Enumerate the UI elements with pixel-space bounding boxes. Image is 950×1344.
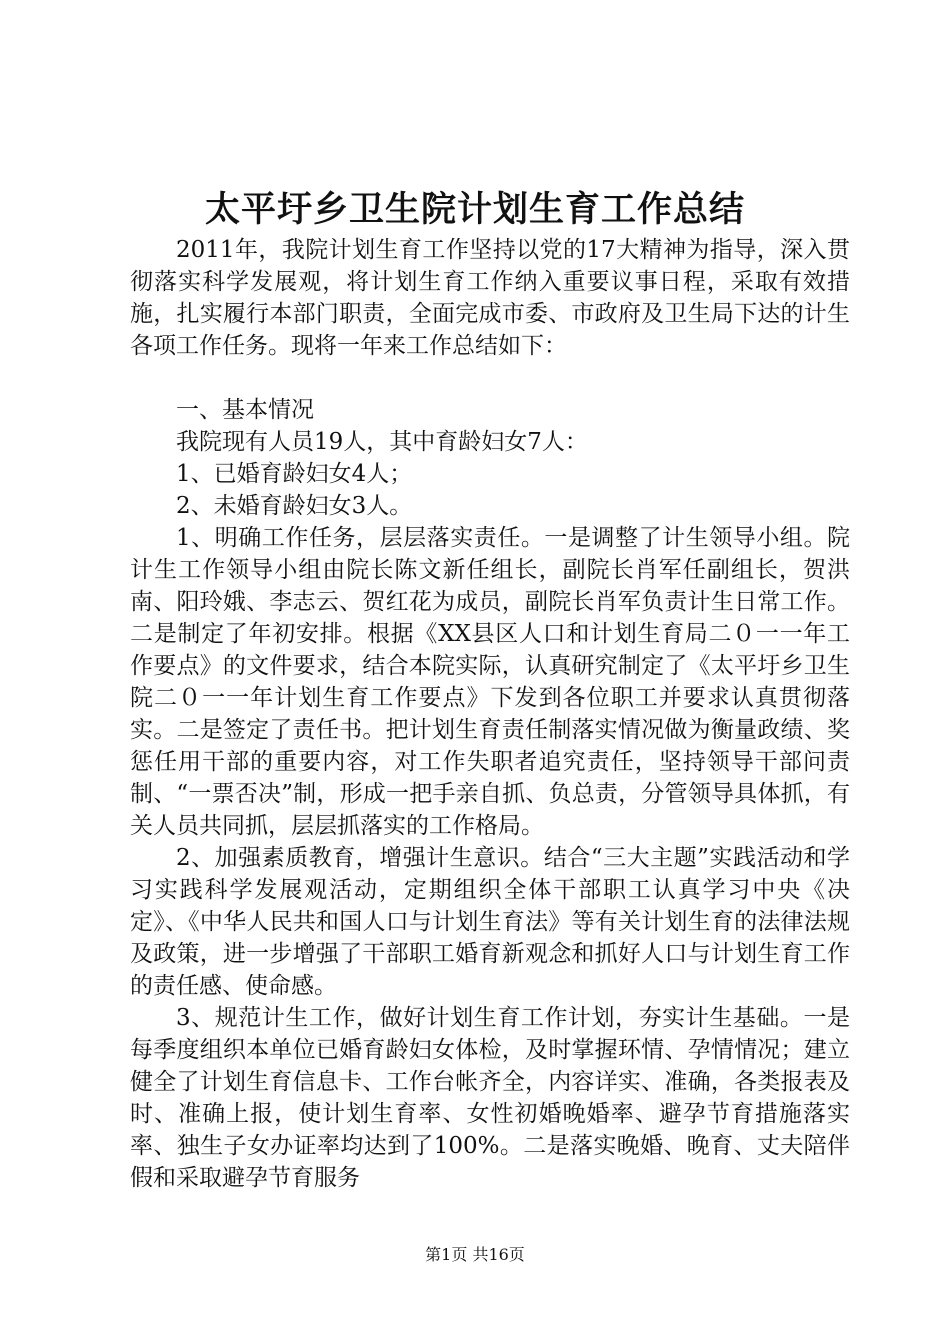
paragraph-staff: 我院现有人员19人，其中育龄妇女7人： bbox=[176, 429, 588, 455]
paragraph-gap bbox=[130, 362, 850, 394]
section-heading-basic: 一、基本情况 bbox=[176, 397, 314, 423]
document-body bbox=[130, 234, 850, 1194]
list-item-unmarried: 2、未婚育龄妇女3人。 bbox=[176, 493, 413, 519]
list-item-married: 1、已婚育龄妇女4人； bbox=[176, 461, 413, 487]
document-title: 太平圩乡卫生院计划生育工作总结 bbox=[204, 189, 745, 230]
paragraph-intro: 2011年，我院计划生育工作坚持以党的17大精神为指导，深入贯彻落实科学发展观，将计划生育工作纳入重要议事日程，采取有效措施，扎实履行本部门职责，全面完成市委、市政府及卫生局下达的计生各项工作任务。现将一年来工作总结如下： bbox=[130, 237, 850, 359]
paragraph-tasks: 1、明确工作任务，层层落实责任。一是调整了计生领导小组。院计生工作领导小组由院长陈文新任组长，副院长肖军任副组长，贺洪南、阳玲娥、李志云、贺红花为成员，副院长肖军负责计生日常工作。二是制定了年初安排。根据《XX县区人口和计划生育局二０一一年工作要点》的文件要求，结合本院实际，认真研究制定了《太平圩乡卫生院二０一一年计划生育工作要点》下发到各位职工并要求认真贯彻落实。二是签定了责任书。把计划生育责任制落实情况做为衡量政绩、奖惩任用干部的重要内容，对工作失职者追究责任，坚持领导干部问责制、“一票否决”制，形成一把手亲自抓、负总责，分管领导具体抓，有关人员共同抓，层层抓落实的工作格局。 bbox=[130, 525, 850, 839]
paragraph-standardize: 3、规范计生工作，做好计划生育工作计划，夯实计生基础。一是每季度组织本单位已婚育龄妇女体检，及时掌握环情、孕情情况；建立健全了计划生育信息卡、工作台帐齐全，内容详实、准确，各类报表及时、准确上报，使计划生育率、女性初婚晚婚率、避孕节育措施落实率、独生子女办证率均达到了100%。二是落实晚婚、晚育、丈夫陪伴假和采取避孕节育服务 bbox=[130, 1005, 850, 1191]
paragraph-education: 2、加强素质教育，增强计生意识。结合“三大主题”实践活动和学习实践科学发展观活动，定期组织全体干部职工认真学习中央《决定》、《中华人民共和国人口与计划生育法》等有关计划生育的法律法规及政策，进一步增强了干部职工婚育新观念和抓好人口与计划生育工作的责任感、使命感。 bbox=[130, 845, 850, 999]
page-footer: 第1页 共16页 bbox=[425, 1245, 525, 1264]
